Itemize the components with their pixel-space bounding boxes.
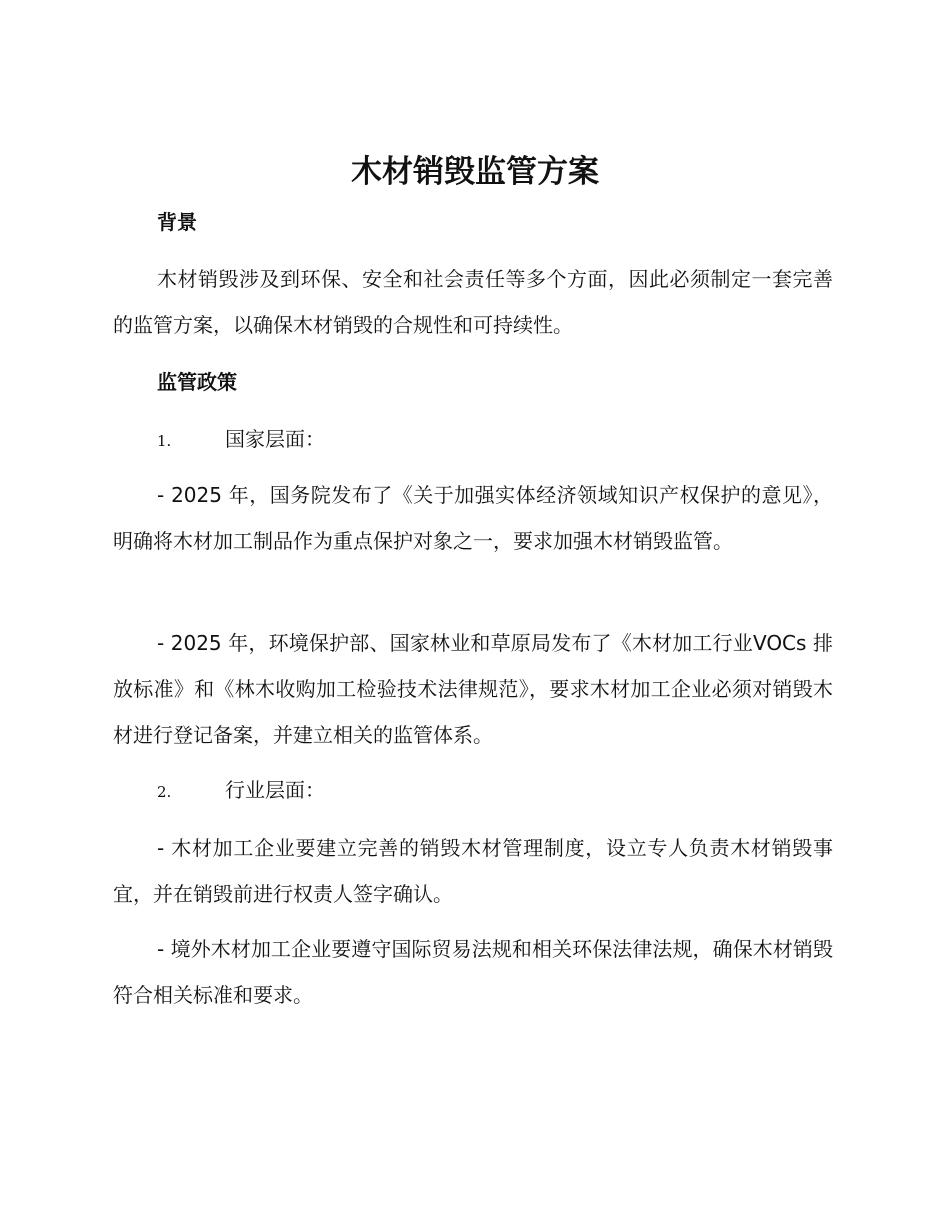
national-point-2: - 2025 年，环境保护部、国家林业和草原局发布了《木材加工行业VOCs 排放标准》和《林木收购加工检验技术法律规范》，要求木材加工企业必须对销毁木材进行登记备案，并建立相关的监管体系。	[113, 631, 833, 747]
background-paragraph: 木材销毁涉及到环保、安全和社会责任等多个方面，因此必须制定一套完善的监管方案，以确保木材销毁的合规性和可持续性。	[113, 267, 833, 337]
section-heading-background: 背景	[157, 210, 197, 234]
list-number: 1.	[157, 432, 172, 450]
list-item-industry	[157, 776, 325, 806]
list-number: 2.	[157, 783, 172, 801]
national-point-1: - 2025 年，国务院发布了《关于加强实体经济领域知识产权保护的意见》，明确将木材加工制品作为重点保护对象之一，要求加强木材销毁监管。	[113, 483, 833, 553]
list-label: 行业层面：	[225, 778, 325, 802]
list-item-national	[157, 425, 325, 455]
industry-point-1: - 木材加工企业要建立完善的销毁木材管理制度，设立专人负责木材销毁事宜，并在销毁前进行权责人签字确认。	[113, 836, 833, 906]
document-title: 木材销毁监管方案	[351, 154, 599, 190]
list-label: 国家层面：	[225, 427, 325, 451]
section-heading-policy: 监管政策	[157, 370, 237, 394]
industry-point-2: - 境外木材加工企业要遵守国际贸易法规和相关环保法律法规，确保木材销毁符合相关标准和要求。	[113, 937, 833, 1007]
